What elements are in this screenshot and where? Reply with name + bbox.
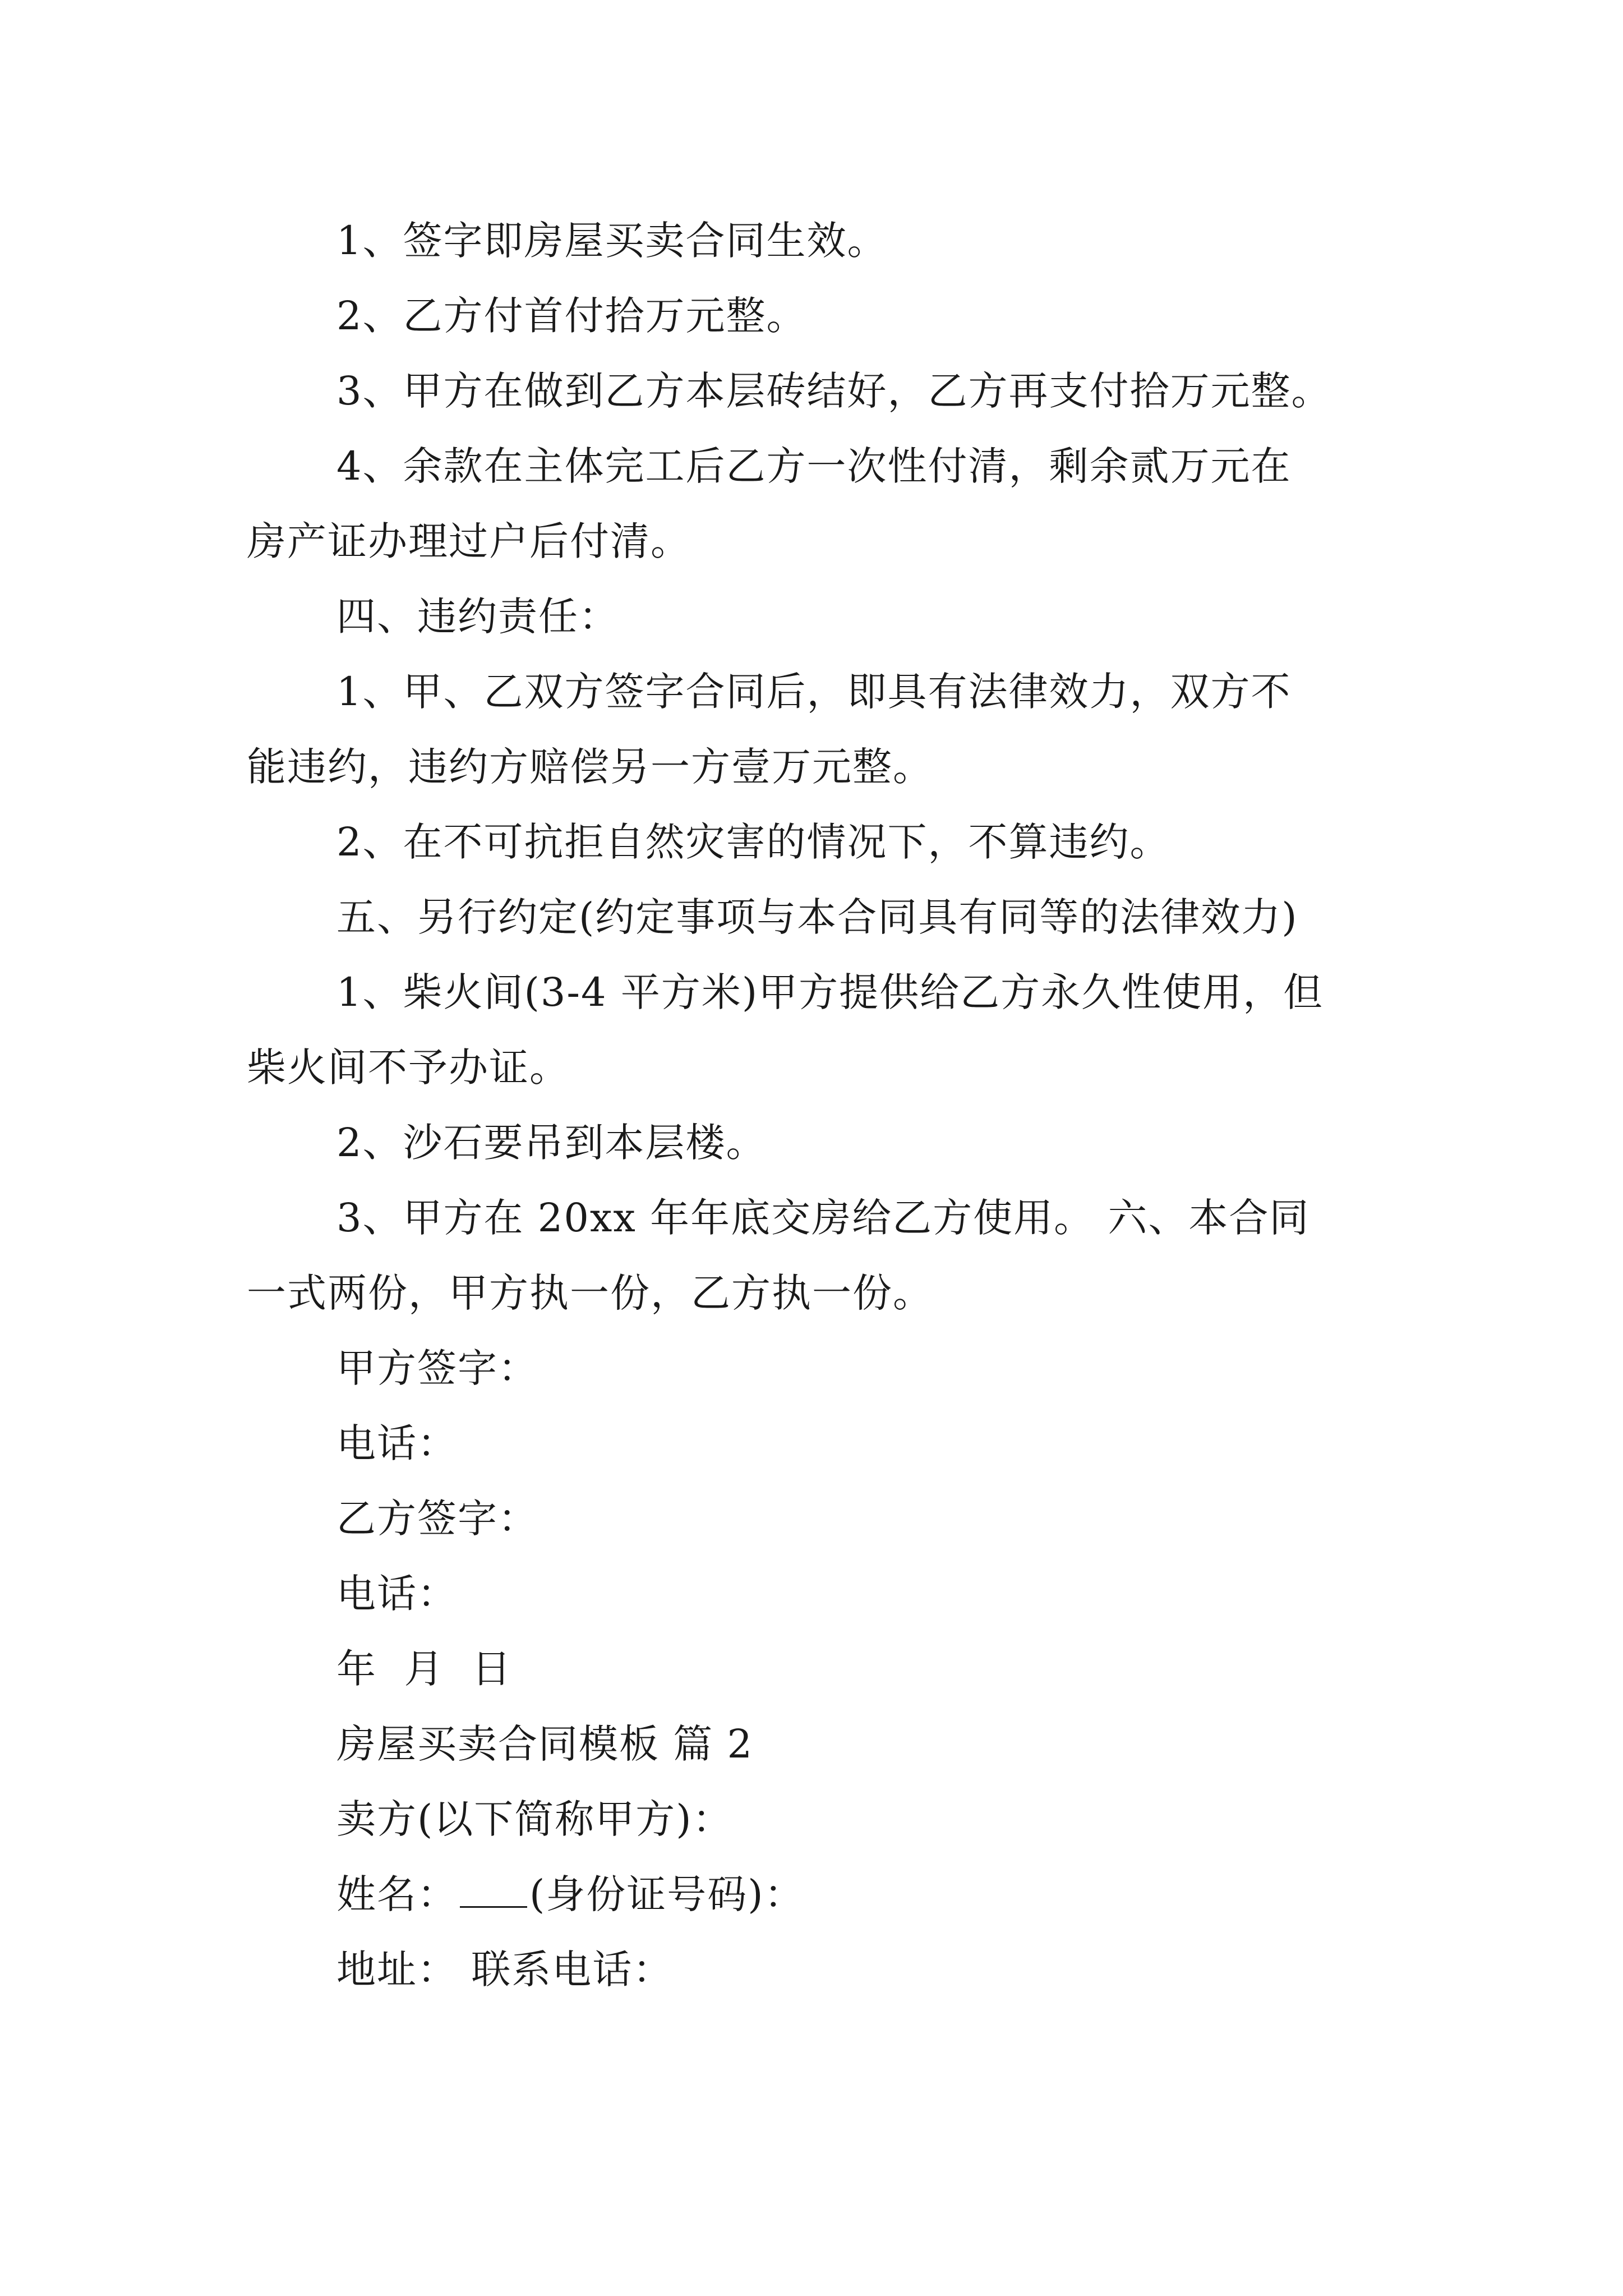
- clause-3-3: 3、甲方在做到乙方本层砖结好，乙方再支付拾万元整。: [336, 368, 1332, 414]
- section-heading-breach: 四、违约责任：: [336, 593, 619, 639]
- address-phone-line: 地址： 联系电话：: [336, 1947, 674, 1993]
- section2-title: 房屋买卖合同模板 篇 2: [336, 1721, 754, 1767]
- clause-4-1-line2: 能违约，违约方赔偿另一方壹万元整。: [247, 744, 933, 790]
- party-b-signature-label: 乙方签字：: [336, 1496, 538, 1542]
- clause-5-2: 2、沙石要吊到本层楼。: [336, 1120, 767, 1166]
- clause-3-2: 2、乙方付首付拾万元整。: [336, 293, 807, 339]
- name-label: 姓名：: [336, 1871, 458, 1917]
- section-heading-other-agreements: 五、另行约定(约定事项与本合同具有同等的法律效力): [336, 894, 1298, 940]
- clause-4-1-line1: 1、甲、乙双方签字合同后，即具有法律效力，双方不: [336, 669, 1292, 715]
- date-line: 年 月 日: [336, 1646, 513, 1692]
- id-number-label: (身份证号码)：: [529, 1871, 805, 1917]
- clause-5-3-line2: 一式两份，甲方执一份，乙方执一份。: [247, 1270, 933, 1316]
- clause-4-2: 2、在不可抗拒自然灾害的情况下，不算违约。: [336, 819, 1170, 865]
- clause-3-1: 1、签字即房屋买卖合同生效。: [336, 218, 888, 264]
- name-id-line: [336, 1869, 805, 1920]
- clause-5-1-line2: 柴火间不予办证。: [247, 1045, 570, 1091]
- clause-3-4-line1: 4、余款在主体完工后乙方一次性付清，剩余贰万元在: [336, 443, 1292, 489]
- clause-3-4-line2: 房产证办理过户后付清。: [247, 518, 691, 564]
- party-a-phone-label: 电话：: [336, 1420, 458, 1466]
- clause-5-1-line1: 1、柴火间(3-4 平方米)甲方提供给乙方永久性使用，但: [336, 969, 1324, 1015]
- seller-label: 卖方(以下简称甲方)：: [336, 1796, 733, 1842]
- clause-5-3-line1: 3、甲方在 20xx 年年底交房给乙方使用。 六、本合同: [336, 1195, 1310, 1241]
- party-b-phone-label: 电话：: [336, 1571, 458, 1617]
- name-blank: [460, 1874, 527, 1908]
- party-a-signature-label: 甲方签字：: [336, 1345, 538, 1391]
